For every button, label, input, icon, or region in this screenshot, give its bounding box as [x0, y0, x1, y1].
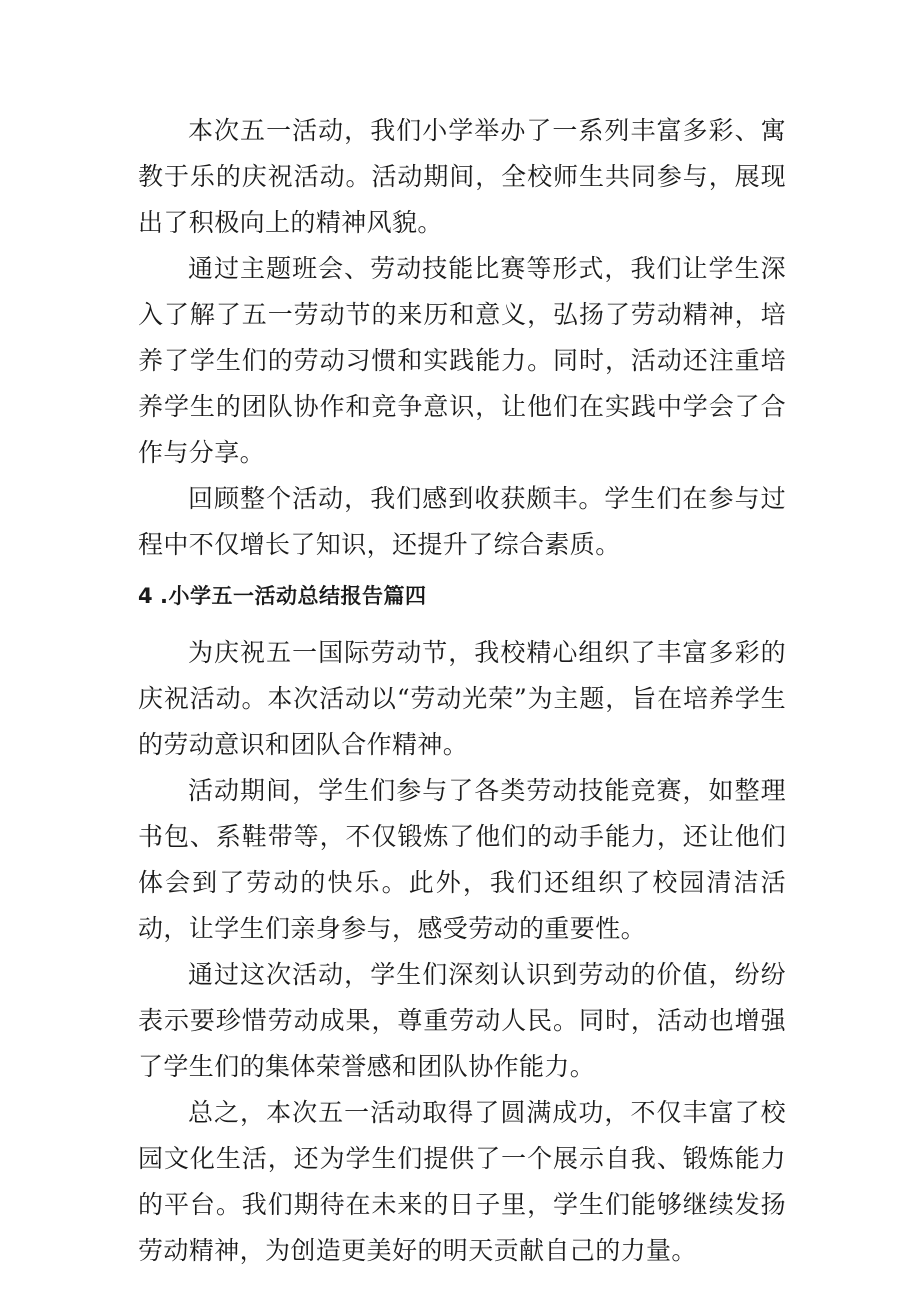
section-heading-number: 4: [138, 584, 154, 608]
paragraph-4: 为庆祝五一国际劳动节，我校精心组织了丰富多彩的庆祝活动。本次活动以“劳动光荣”为主题，旨在培养学生的劳动意识和团队合作精神。: [138, 638, 786, 759]
paragraph-1: 本次五一活动，我们小学举办了一系列丰富多彩、寓教于乐的庆祝活动。活动期间，全校师生共同参与，展现出了积极向上的精神风貌。: [138, 116, 786, 237]
document-body: [138, 108, 786, 1274]
paragraph-2: 通过主题班会、劳动技能比赛等形式，我们让学生深入了解了五一劳动节的来历和意义，弘扬了劳动精神，培养了学生们的劳动习惯和实践能力。同时，活动还注重培养学生的团队协作和竞争意识，让他们在实践中学会了合作与分享。: [138, 254, 786, 467]
paragraph-5: 活动期间，学生们参与了各类劳动技能竞赛，如整理书包、系鞋带等，不仅锻炼了他们的动手能力，还让他们体会到了劳动的快乐。此外，我们还组织了校园清洁活动，让学生们亲身参与，感受劳动的重要性。: [138, 776, 786, 943]
paragraph-6: 通过这次活动，学生们深刻认识到劳动的价值，纷纷表示要珍惜劳动成果，尊重劳动人民。同时，活动也增强了学生们的集体荣誉感和团队协作能力。: [138, 960, 786, 1081]
section-heading: [138, 576, 786, 616]
paragraph-3: 回顾整个活动，我们感到收获颇丰。学生们在参与过程中不仅增长了知识，还提升了综合素质。: [138, 484, 786, 559]
section-heading-text: .小学五一活动总结报告篇四: [160, 584, 427, 608]
paragraph-7: 总之，本次五一活动取得了圆满成功，不仅丰富了校园文化生活，还为学生们提供了一个展示自我、锻炼能力的平台。我们期待在未来的日子里，学生们能够继续发扬劳动精神，为创造更美好的明天贡献自己的力量。: [138, 1098, 786, 1265]
